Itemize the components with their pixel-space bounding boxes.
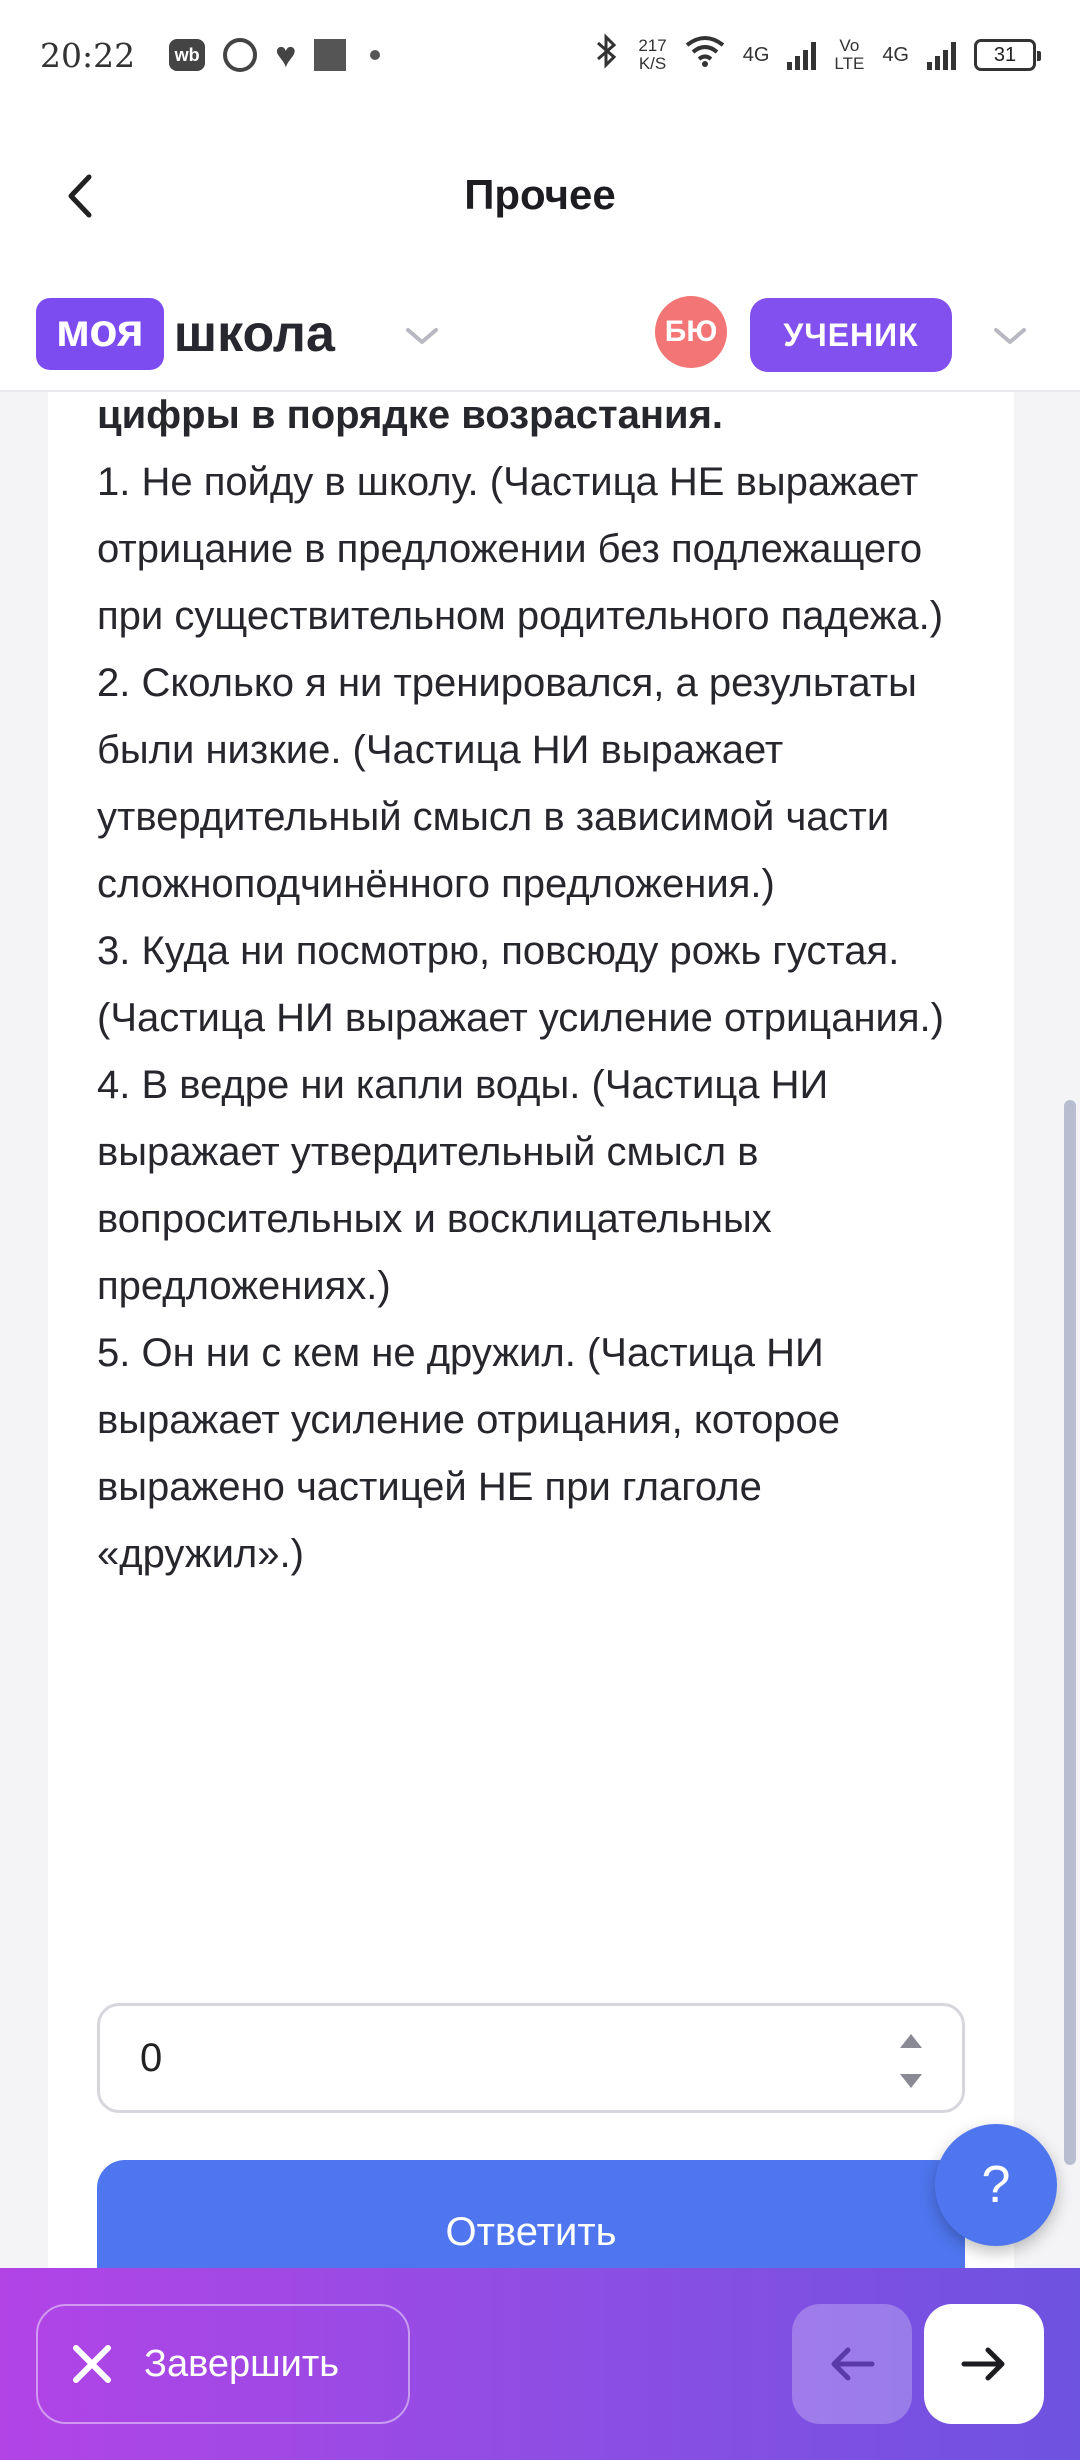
profile-menu-chevron-down-icon[interactable] <box>990 316 1030 356</box>
question-item-4: 4. В ведре ни капли воды. (Частица НИ выражает утвердительный смысл в вопросительных и восклицательных предложениях.) <box>97 1063 829 1308</box>
question-item-1: 1. Не пойду в школу. (Частица НЕ выражает отрицание в предложении без подлежащего при существительном родительного падежа.) <box>97 460 944 638</box>
answer-input-value: 0 <box>140 2035 163 2080</box>
close-icon <box>70 2342 114 2386</box>
question-text <box>97 382 977 1588</box>
finish-button[interactable] <box>36 2304 410 2424</box>
wb-icon: wb <box>169 39 205 71</box>
avatar[interactable]: БЮ <box>655 296 727 368</box>
bluetooth-icon <box>594 33 620 78</box>
decrement-icon[interactable] <box>898 2072 924 2092</box>
network-type-1: 4G <box>742 44 770 66</box>
school-menu-chevron-down-icon[interactable] <box>402 316 442 356</box>
battery-icon <box>974 39 1036 71</box>
page-title: Прочее <box>464 171 616 218</box>
battery-level: 31 <box>993 43 1017 66</box>
arrow-right-icon <box>960 2344 1008 2384</box>
question-item-2: 2. Сколько я ни тренировался, а результаты были низкие. (Частица НИ выражает утвердительный смысл в зависимой части сложноподчинённого предложения.) <box>97 661 917 906</box>
volte-indicator: Vo LTE <box>834 36 865 73</box>
logo-moya: моя <box>36 298 164 370</box>
status-time: 20:22 <box>40 35 136 75</box>
wifi-icon <box>685 35 725 76</box>
answer-button[interactable]: Ответить <box>97 2160 965 2310</box>
signal-icon-2 <box>927 40 956 70</box>
role-button[interactable]: УЧЕНИК <box>750 298 952 372</box>
bottom-bar <box>0 2268 1080 2460</box>
logo-shkola: школа <box>173 305 335 363</box>
question-item-3: 3. Куда ни посмотрю, повсюду рожь густая. (Частица НИ выражает усиление отрицания.) <box>97 929 944 1040</box>
network-type-2: 4G <box>882 44 909 66</box>
brand-bar <box>0 280 1080 392</box>
status-bar <box>0 0 1080 110</box>
dot-icon <box>370 50 380 60</box>
help-button[interactable]: ? <box>935 2124 1057 2246</box>
page-header <box>0 110 1080 280</box>
square-icon <box>314 39 346 71</box>
network-speed: 217 K/S <box>638 36 667 73</box>
previous-button[interactable] <box>792 2304 912 2424</box>
back-arrow-icon <box>61 171 101 221</box>
scrollbar[interactable] <box>1064 1100 1076 2165</box>
back-button[interactable] <box>56 166 106 226</box>
answer-input[interactable] <box>97 2003 965 2113</box>
heart-icon: ♥ <box>275 34 297 75</box>
school-logo[interactable] <box>36 298 335 370</box>
next-button[interactable] <box>924 2304 1044 2424</box>
increment-icon[interactable] <box>898 2030 924 2050</box>
signal-icon-1 <box>787 40 816 70</box>
question-intro: цифры в порядке возрастания. <box>97 393 724 437</box>
question-item-5: 5. Он ни с кем не дружил. (Частица НИ выражает усиление отрицания, которое выражено частицей НЕ при глаголе «дружил».) <box>97 1331 841 1576</box>
arrow-left-icon <box>828 2344 876 2384</box>
finish-label: Завершить <box>144 2342 340 2385</box>
number-spinner[interactable] <box>896 2030 926 2092</box>
whatsapp-icon <box>223 38 257 72</box>
